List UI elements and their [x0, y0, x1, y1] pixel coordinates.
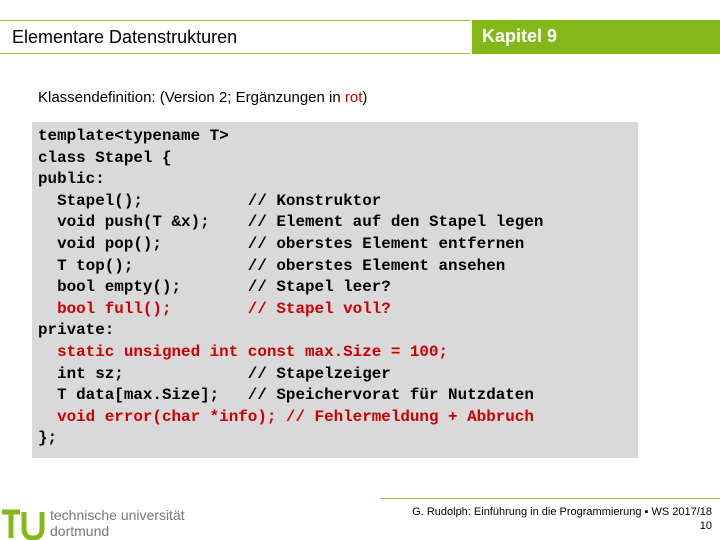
code-line: Stapel(); // Konstruktor [38, 191, 382, 210]
subtitle-suffix: ) [362, 89, 368, 106]
code-line: void error(char *info); // Fehlermeldung + Abbruch [38, 407, 534, 426]
code-line: void pop(); // oberstes Element entfernen [38, 234, 525, 253]
page-title: Elementare Datenstrukturen [12, 27, 238, 47]
chapter-badge [472, 20, 720, 54]
code-line: }; [38, 429, 58, 448]
subtitle-prefix: Klassendefinition: (Version 2; Ergänzungen in [38, 89, 345, 106]
university-name-line2: dortmund [50, 523, 110, 539]
university-name [50, 507, 185, 539]
page-number: 10 [699, 520, 712, 532]
footer-divider [380, 498, 720, 499]
code-block [32, 122, 638, 458]
code-listing [38, 126, 543, 450]
code-line: template<typename T> [38, 127, 229, 145]
footer-credit: G. Rudolph: Einführung in die Programmierung ▪ WS 2017/18 [412, 506, 712, 518]
code-line: T data[max.Size]; // Speichervorat für Nutzdaten [38, 386, 534, 405]
subtitle-highlight: rot [344, 89, 363, 106]
university-name-line1: technische universität [50, 507, 185, 523]
code-line: void push(T &x); // Element auf den Stapel legen [38, 213, 544, 232]
code-line: class Stapel { [38, 148, 172, 167]
code-line: T top(); // oberstes Element ansehen [38, 256, 506, 275]
chapter-label: Kapitel 9 [482, 26, 558, 46]
code-line: bool empty(); // Stapel leer? [38, 278, 391, 297]
code-line: private: [38, 321, 115, 340]
code-line: public: [38, 170, 105, 189]
code-line: int sz; // Stapelzeiger [38, 364, 391, 383]
header-bar [0, 20, 470, 54]
code-line: static unsigned int const max.Size = 100; [38, 342, 449, 361]
section-subtitle [38, 89, 367, 106]
code-line: bool full(); // Stapel voll? [38, 299, 391, 318]
